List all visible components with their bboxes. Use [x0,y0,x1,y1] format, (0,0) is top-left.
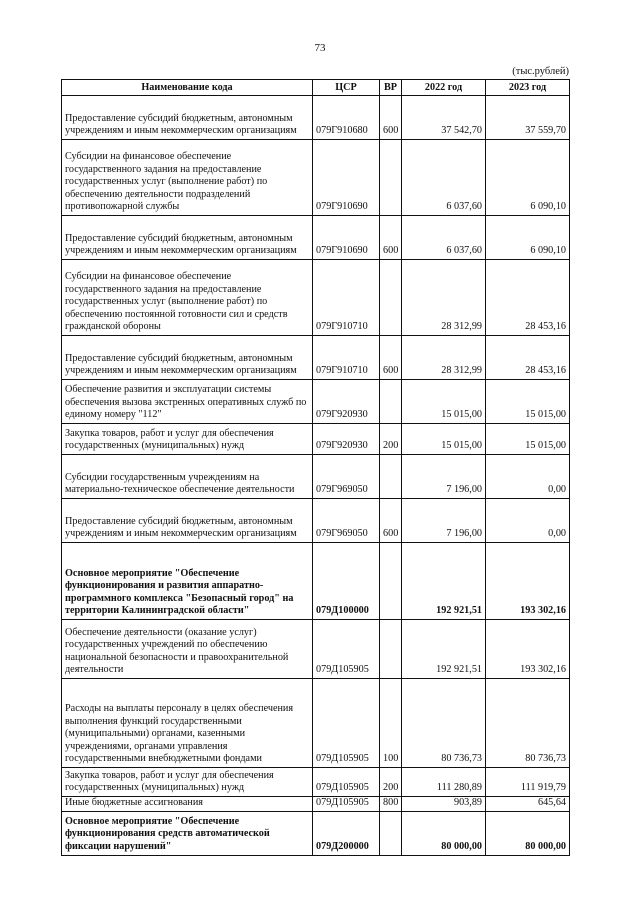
row-2022-cell: 192 921,51 [402,620,486,679]
table-row [62,96,570,140]
row-csr-cell: 079Д105905 [313,679,380,768]
row-name-cell: Обеспечение деятельности (оказание услуг) государственных учреждений по обеспечению национальной безопасности и правоохранительной деятельности [62,620,313,679]
row-2023-cell: 80 736,73 [486,679,570,768]
row-name-cell: Иные бюджетные ассигнования [62,797,313,812]
table-body [62,96,570,856]
row-name-cell: Основное мероприятие "Обеспечение функционирования и развития аппаратно-программного комплекса "Безопасный город" на территории Калининградской области" [62,543,313,620]
row-2022-cell: 80 000,00 [402,811,486,855]
row-2023-cell: 0,00 [486,455,570,499]
row-2022-cell: 15 015,00 [402,380,486,424]
header-name: Наименование кода [62,80,313,96]
row-vr-cell: 600 [380,216,402,260]
row-csr-cell: 079Д105905 [313,620,380,679]
row-name-cell: Субсидии государственным учреждениям на материально-техническое обеспечение деятельности [62,455,313,499]
table-row [62,768,570,797]
row-csr-cell: 079Д200000 [313,811,380,855]
row-2023-cell: 645,64 [486,797,570,812]
row-2022-cell: 80 736,73 [402,679,486,768]
row-2022-cell: 28 312,99 [402,260,486,336]
row-vr-cell [380,455,402,499]
row-csr-cell: 079Г910690 [313,140,380,216]
row-2023-cell: 28 453,16 [486,260,570,336]
row-csr-cell: 079Г969050 [313,499,380,543]
row-csr-cell: 079Г910690 [313,216,380,260]
table-row [62,455,570,499]
table-row [62,424,570,455]
table-row [62,543,570,620]
page-number: 73 [314,42,326,54]
header-csr: ЦСР [313,80,380,96]
row-vr-cell [380,380,402,424]
table-row [62,140,570,216]
row-2022-cell: 15 015,00 [402,424,486,455]
row-name-cell: Предоставление субсидий бюджетным, автономным учреждениям и иным некоммерческим организациям [62,336,313,380]
table-row [62,797,570,812]
table-row [62,216,570,260]
row-2022-cell: 111 280,89 [402,768,486,797]
row-2023-cell: 15 015,00 [486,380,570,424]
row-2023-cell: 28 453,16 [486,336,570,380]
budget-table [61,79,570,856]
row-csr-cell: 079Д105905 [313,768,380,797]
row-name-cell: Расходы на выплаты персоналу в целях обеспечения выполнения функций государственными (муниципальными) органами, казенными учреждениями, органами управления государственными внебюджетными фондами [62,679,313,768]
row-2022-cell: 192 921,51 [402,543,486,620]
row-vr-cell [380,260,402,336]
row-2022-cell: 7 196,00 [402,455,486,499]
row-2023-cell: 15 015,00 [486,424,570,455]
row-2023-cell: 80 000,00 [486,811,570,855]
row-2022-cell: 28 312,99 [402,336,486,380]
row-name-cell: Предоставление субсидий бюджетным, автономным учреждениям и иным некоммерческим организациям [62,216,313,260]
row-2022-cell: 6 037,60 [402,140,486,216]
row-2023-cell: 37 559,70 [486,96,570,140]
row-csr-cell: 079Г920930 [313,380,380,424]
row-vr-cell: 600 [380,96,402,140]
row-vr-cell [380,620,402,679]
row-2023-cell: 193 302,16 [486,543,570,620]
row-name-cell: Предоставление субсидий бюджетным, автономным учреждениям и иным некоммерческим организациям [62,96,313,140]
row-vr-cell: 200 [380,768,402,797]
table-row [62,811,570,855]
table-row [62,336,570,380]
row-name-cell: Закупка товаров, работ и услуг для обеспечения государственных (муниципальных) нужд [62,768,313,797]
row-vr-cell [380,140,402,216]
header-2022: 2022 год [402,80,486,96]
row-name-cell: Обеспечение развития и эксплуатации системы обеспечения вызова экстренных оперативных служб по единому номеру "112" [62,380,313,424]
row-vr-cell [380,543,402,620]
row-vr-cell: 600 [380,499,402,543]
table-row [62,260,570,336]
row-csr-cell: 079Д105905 [313,797,380,812]
row-csr-cell: 079Г910680 [313,96,380,140]
row-2022-cell: 6 037,60 [402,216,486,260]
table-row [62,380,570,424]
row-csr-cell: 079Г910710 [313,336,380,380]
table-row [62,499,570,543]
table-row [62,620,570,679]
row-csr-cell: 079Г920930 [313,424,380,455]
row-name-cell: Закупка товаров, работ и услуг для обеспечения государственных (муниципальных) нужд [62,424,313,455]
header-2023: 2023 год [486,80,570,96]
row-vr-cell: 600 [380,336,402,380]
row-2023-cell: 193 302,16 [486,620,570,679]
table-row [62,679,570,768]
row-2022-cell: 37 542,70 [402,96,486,140]
row-vr-cell: 800 [380,797,402,812]
table-header-row [62,80,570,96]
row-2022-cell: 903,89 [402,797,486,812]
row-csr-cell: 079Г969050 [313,455,380,499]
units-label: (тыс.рублей) [512,66,569,77]
row-vr-cell [380,811,402,855]
row-2023-cell: 111 919,79 [486,768,570,797]
row-csr-cell: 079Г910710 [313,260,380,336]
row-name-cell: Субсидии на финансовое обеспечение государственного задания на предоставление государственных услуг (выполнение работ) по обеспечению деятельности подразделений противопожарной службы [62,140,313,216]
row-2022-cell: 7 196,00 [402,499,486,543]
row-2023-cell: 0,00 [486,499,570,543]
row-2023-cell: 6 090,10 [486,140,570,216]
header-vr: ВР [380,80,402,96]
row-name-cell: Основное мероприятие "Обеспечение функционирования средств автоматической фиксации нарушений" [62,811,313,855]
row-csr-cell: 079Д100000 [313,543,380,620]
row-name-cell: Субсидии на финансовое обеспечение государственного задания на предоставление государственных услуг (выполнение работ) по обеспечению постоянной готовности сил и средств гражданской обороны [62,260,313,336]
row-2023-cell: 6 090,10 [486,216,570,260]
row-name-cell: Предоставление субсидий бюджетным, автономным учреждениям и иным некоммерческим организациям [62,499,313,543]
row-vr-cell: 200 [380,424,402,455]
row-vr-cell: 100 [380,679,402,768]
